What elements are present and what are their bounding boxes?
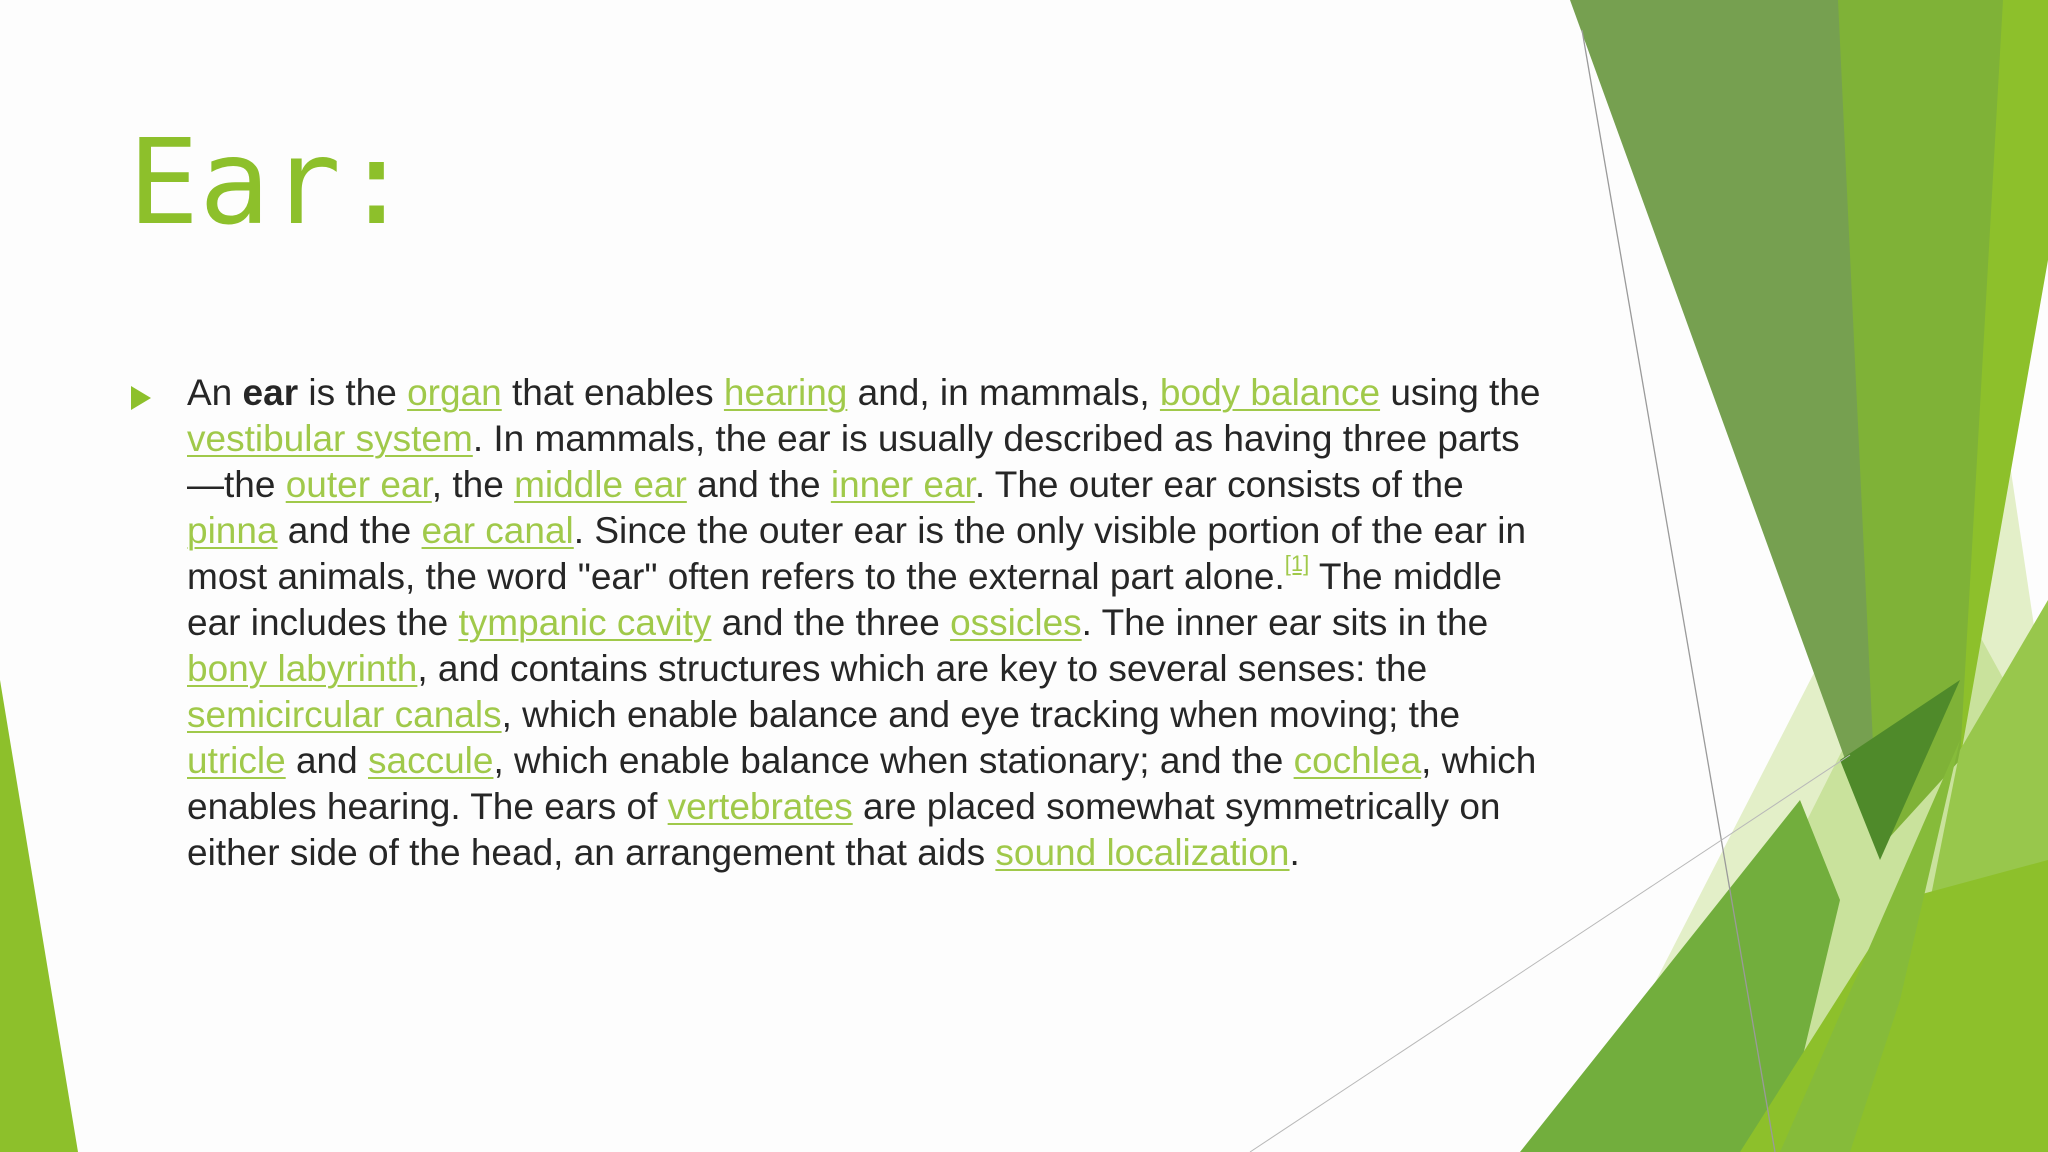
citation-superscript: [1285, 551, 1309, 576]
link-ear-canal[interactable]: ear canal: [421, 510, 574, 551]
bullet-arrow-icon: [131, 386, 151, 410]
paragraph-text: is the: [298, 372, 408, 413]
link-utricle[interactable]: utricle: [187, 740, 286, 781]
paragraph-text: .: [1289, 832, 1300, 873]
ear-description-paragraph: [187, 370, 1548, 876]
paragraph-text: , which enable balance when stationary; and the: [493, 740, 1294, 781]
link-organ[interactable]: organ: [407, 372, 502, 413]
paragraph-text: and: [285, 740, 368, 781]
citation-link-1[interactable]: [1]: [1284, 551, 1310, 576]
paragraph-text: . Since the outer ear is the only visible portion of the ear in most animals, the word "ear" often refers to the external part alone.: [187, 510, 1527, 597]
paragraph-text: and the: [686, 464, 831, 505]
paragraph-text: . The inner ear sits in the: [1081, 602, 1489, 643]
link-semicircular-canals[interactable]: semicircular canals: [187, 694, 502, 735]
link-saccule[interactable]: saccule: [368, 740, 494, 781]
slide-body: [128, 370, 1548, 876]
paragraph-text: that enables: [501, 372, 724, 413]
bullet-item: [128, 370, 1548, 876]
paragraph-text: and the: [277, 510, 422, 551]
link-middle-ear[interactable]: middle ear: [514, 464, 687, 505]
link-outer-ear[interactable]: outer ear: [285, 464, 432, 505]
link-body-balance[interactable]: body balance: [1159, 372, 1381, 413]
link-vertebrates[interactable]: vertebrates: [667, 786, 853, 827]
paragraph-text: . The outer ear consists of the: [974, 464, 1464, 505]
bold-term: ear: [242, 372, 299, 413]
paragraph-text: , which enables hearing. The ears of: [187, 740, 1537, 827]
link-sound-localization[interactable]: sound localization: [995, 832, 1290, 873]
paragraph-text: , and contains structures which are key to several senses: the: [417, 648, 1428, 689]
link-pinna[interactable]: pinna: [187, 510, 278, 551]
paragraph-text: , the: [431, 464, 515, 505]
slide-title: Ear:: [128, 113, 413, 251]
link-cochlea[interactable]: cochlea: [1293, 740, 1422, 781]
paragraph-text: using the: [1380, 372, 1541, 413]
link-hearing[interactable]: hearing: [723, 372, 848, 413]
link-vestibular-system[interactable]: vestibular system: [187, 418, 473, 459]
right-facet-muted: [1570, 0, 1878, 850]
left-green-shape: [0, 680, 78, 1152]
paragraph-text: are placed somewhat symmetrically on either side of the head, an arrangement that aids: [187, 786, 1501, 873]
paragraph-text: , which enable balance and eye tracking when moving; the: [501, 694, 1461, 735]
paragraph-text: and, in mammals,: [847, 372, 1160, 413]
link-inner-ear[interactable]: inner ear: [830, 464, 975, 505]
link-ossicles[interactable]: ossicles: [950, 602, 1082, 643]
paragraph-text: The middle ear includes the: [187, 556, 1502, 643]
paragraph-text: An: [187, 372, 243, 413]
paragraph-text: and the three: [711, 602, 951, 643]
link-tympanic-cavity[interactable]: tympanic cavity: [458, 602, 712, 643]
paragraph-text: . In mammals, the ear is usually described as having three parts—the: [187, 418, 1520, 505]
link-bony-labyrinth[interactable]: bony labyrinth: [187, 648, 418, 689]
